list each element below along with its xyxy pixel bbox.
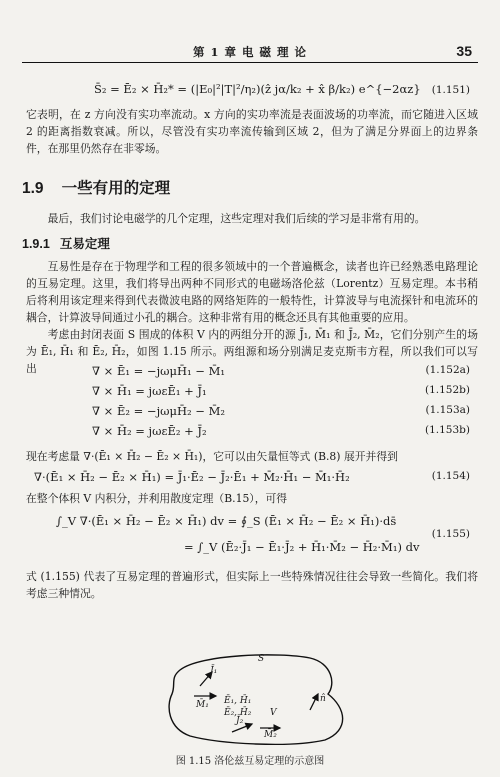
chapter-title: 第 1 章 电 磁 理 论 [192,45,308,59]
m2-label: M̄₂ [264,730,277,740]
equation-content: = ∫_V (Ē₂·J̄₁ − Ē₁·J̄₂ + H̄₁·M̄₂ − H̄₂·M̄₁) dv [184,540,420,554]
equation-number: (1.153a) [425,404,470,416]
equation-content: ∇ × H̄₁ = jωεĒ₁ + J̄₁ [92,384,207,398]
equation-number: (1.155) [431,528,470,540]
subsection-heading [22,234,110,252]
field-1-label: Ē₁, H̄₁ [224,696,252,706]
equation-content: ∇ × H̄₂ = jωεĒ₂ + J̄₂ [92,424,207,438]
j1-label: J̄₁ [210,666,218,676]
section-heading [22,176,170,198]
equation-number: (1.154) [431,470,470,482]
section-number: 1.9 [22,180,44,197]
equation-number: (1.152b) [425,384,470,396]
volume-label: V [270,708,277,718]
paragraph-vector-identity: 现在考虑量 ∇·(Ē₁ × H̄₂ − Ē₂ × H̄₁)，它可以由矢量恒等式 (B.8) 展开并得到 [26,450,398,463]
page-header [22,42,478,63]
figure-drawing [160,650,360,745]
figure-caption: 图 1.15 洛伦兹互易定理的示意图 [175,756,325,767]
surface-label: S [258,654,265,664]
equation-number: (1.151) [431,84,470,96]
equation-number: (1.152a) [425,364,470,376]
j2-label: J̄₂ [236,716,244,726]
paragraph-sources: 考虑由封闭表面 S 围成的体积 V 内的两组分开的源 J̄₁, M̄₁ 和 J̄₂, M̄₂，它们分别产生的场为 Ē₁, H̄₁ 和 Ē₂, H̄₂，如图 1.15 所示。两组源和场分别满足麦克斯韦方程，所以我们可以写出 [26,328,478,375]
paragraph-power-flow: 它表明，在 z 方向没有实功率流动。x 方向的实功率流是表面波场的功率流，而它随进入区域 2 的距离指数衰减。所以，尽管没有实功率流传输到区域 2，但为了满足分界面上的边界条件，在那里仍然存在非零场。 [26,108,478,155]
section-title: 一些有用的定理 [61,180,171,197]
paragraph-integrate: 在整个体积 V 内积分，并利用散度定理（B.15），可得 [26,492,288,505]
figure-1-15 [160,650,360,745]
subsection-title: 互易定理 [59,237,110,251]
equation-content: ∇ × Ē₁ = −jωμH̄₁ − M̄₁ [92,364,225,378]
equation-content: ∫_V ∇·(Ē₁ × H̄₂ − Ē₂ × H̄₁) dv = ∮_S (Ē₁ × H̄₂ − Ē₂ × H̄₁)·ds̄ [56,514,397,528]
equation-content: S̄₂ = Ē₂ × H̄₂* = (|E₀|²|T|²/η₂)(ẑ jα/k₂ + x̂ β/k₂) e^{−2αz} [94,82,421,96]
equation-number: (1.153b) [425,424,470,436]
paragraph-intro: 最后，我们讨论电磁学的几个定理，这些定理对我们后续的学习是非常有用的。 [47,212,426,225]
equation-content: ∇ × Ē₂ = −jωμH̄₂ − M̄₂ [92,404,225,418]
page-number: 35 [456,43,472,59]
field-2-label: Ē₂, H̄₂ [224,708,252,718]
equation-content: ∇·(Ē₁ × H̄₂ − Ē₂ × H̄₁) = J̄₁·Ē₂ − J̄₂·Ē₁ + M̄₂·H̄₁ − M̄₁·H̄₂ [34,470,350,484]
m1-label: M̄₁ [196,700,209,710]
subsection-number: 1.9.1 [22,237,50,251]
normal-vector-arrow [310,694,318,710]
paragraph-reciprocity: 互易性是存在于物理学和工程的很多领域中的一个普遍概念，读者也许已经熟悉电路理论的互易定理。这里，我们将导出两种不同形式的电磁场洛伦兹（Lorentz）互易定理。本书稍后将利用该定理来得到代表微波电路的网络矩阵的一般特性，计算波导与电流探针和电流环的耦合，计算波导间通过小孔的耦合。这种非常有用的概念还具有其他重要的应用。 [26,260,478,324]
paragraph-general-form: 式 (1.155) 代表了互易定理的普遍形式，但实际上一些特殊情况往往会导致一些简化。我们将考虑三种情况。 [26,570,478,600]
normal-label: n̂ [320,694,326,704]
